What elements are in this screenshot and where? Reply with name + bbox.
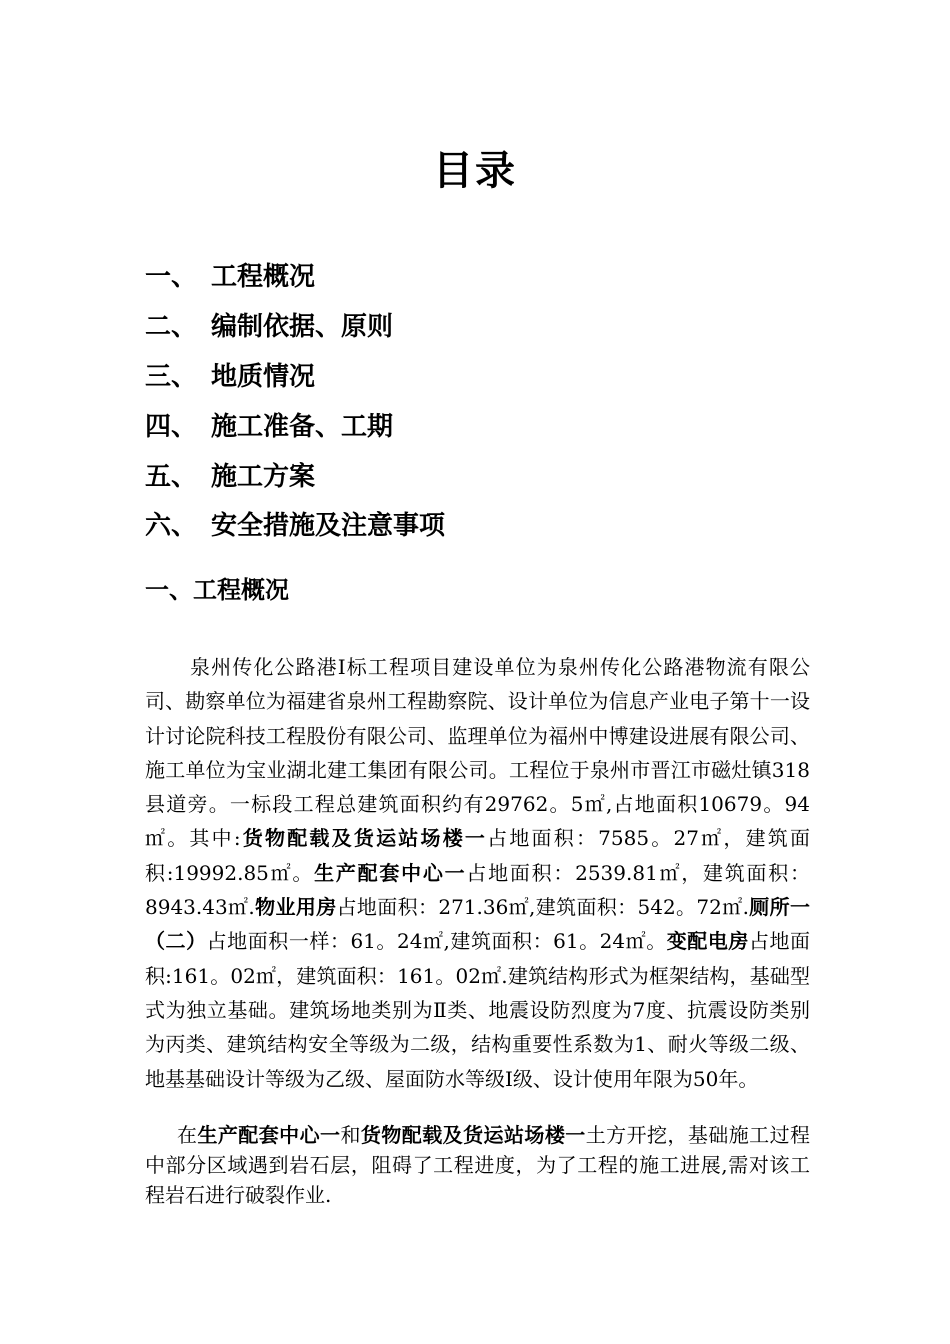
toc-item-number: 四、 <box>145 411 198 442</box>
bold-term: 生产配套中心一 <box>197 1123 341 1147</box>
paragraph-text: 土方开挖，基础施工过程中部分区域遇到岩石层，阻碍了工程进度，为了工程的施工进展,需对该工程岩石进行破裂作业. <box>145 1123 811 1207</box>
toc-item-number: 三、 <box>145 361 198 392</box>
toc-item-label: 安全措施及注意事项 <box>211 511 446 542</box>
toc-item-label: 工程概况 <box>211 262 316 293</box>
paragraph-text: 占地面积：2539.81㎡，建筑面积：8943.43㎡. <box>145 860 811 920</box>
paragraph-text: 占地面积一样：61。24㎡,建筑面积：61。24㎡。 <box>206 929 667 954</box>
body-paragraph <box>145 650 810 1096</box>
section-heading: 一、工程概况 <box>145 576 289 604</box>
bold-term: 厕所一（二） <box>145 895 811 954</box>
toc-item-label: 施工准备、工期 <box>211 411 394 442</box>
toc-item <box>145 350 845 400</box>
bold-term: 生产配套中心一 <box>314 860 467 885</box>
toc-item <box>145 449 845 499</box>
toc-item <box>145 250 845 300</box>
paragraph-text: 泉州传化公路港I标工程项目建设单位为泉州传化公路港物流有限公司、勘察单位为福建省泉州工程勘察院、设计单位为信息产业电子第十一设计讨论院科技工程股份有限公司、监理单位为福州中博建设进展有限公司、施工单位为宝业湖北建工集团有限公司。工程位于泉州市晋江市磁灶镇318县道旁。一标段工程总建筑面积约有29762。5㎡,占地面积10679。94㎡。其中: <box>145 655 810 851</box>
toc-item-label: 地质情况 <box>211 361 316 392</box>
bold-term: 变配电房 <box>666 929 749 954</box>
paragraph-text: 占地面积：271.36㎡,建筑面积：542。72㎡. <box>336 895 749 920</box>
paragraph-text: 和 <box>340 1123 361 1147</box>
paragraph-text: 占地面积:161。02㎡，建筑面积：161。02㎡.建筑结构形式为框架结构，基础型式为独立基础。建筑场地类别为Ⅱ类、地震设防烈度为7度、抗震设防类别为丙类、建筑结构安全等级为二级，结构重要性系数为1、耐火等级二级、地基基础设计等级为乙级、屋面防水等级I级、设计使用年限为50年。 <box>145 929 811 1091</box>
table-of-contents <box>145 250 845 549</box>
bold-term: 物业用房 <box>254 895 337 920</box>
toc-item-number: 六、 <box>145 511 198 542</box>
toc-item-number: 二、 <box>145 312 198 343</box>
bold-term: 货物配载及货运站场楼一 <box>360 1123 586 1147</box>
paragraph-text: 占地面积：7585。27㎡，建筑面积:19992.85㎡。 <box>145 826 810 885</box>
bold-term: 货物配载及货运站场楼一 <box>240 826 488 851</box>
toc-item <box>145 300 845 350</box>
toc-item <box>145 499 845 549</box>
toc-item <box>145 399 845 449</box>
toc-item-number: 五、 <box>145 461 198 492</box>
toc-item-number: 一、 <box>145 262 198 293</box>
toc-item-label: 编制依据、原则 <box>211 312 394 343</box>
body-paragraph <box>145 1120 810 1210</box>
paragraph-text: 在 <box>177 1123 198 1147</box>
page-title: 目录 <box>433 148 517 194</box>
toc-item-label: 施工方案 <box>211 461 316 492</box>
